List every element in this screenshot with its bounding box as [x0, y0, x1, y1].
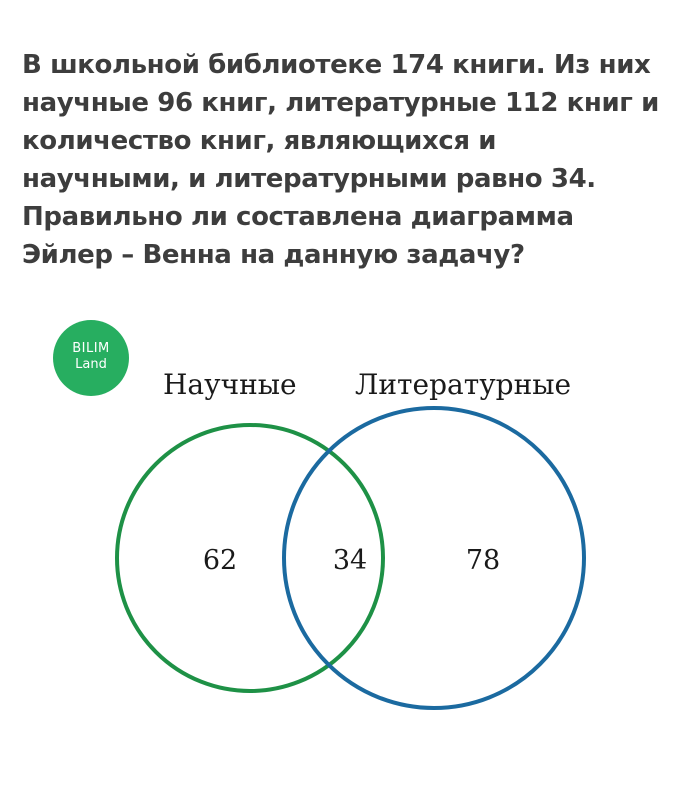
- right-set-label: Литературные: [355, 368, 572, 401]
- left-set-label: Научные: [163, 368, 297, 401]
- left-only-count: 62: [202, 545, 238, 576]
- intersection-count: 34: [332, 545, 368, 576]
- logo-text-bottom: Land: [75, 357, 107, 372]
- right-only-count: 78: [465, 545, 501, 576]
- right-set-circle: [284, 408, 584, 708]
- question-text: В школьной библиотеке 174 книги. Из них научные 96 книг, литературные 112 книг и количество книг, являющихся и научными, и литературными равно 34. Правильно ли составлена диаграмма Эйлер – Венна на данную задачу?: [22, 50, 659, 270]
- logo-text-top: BILIM: [72, 341, 110, 356]
